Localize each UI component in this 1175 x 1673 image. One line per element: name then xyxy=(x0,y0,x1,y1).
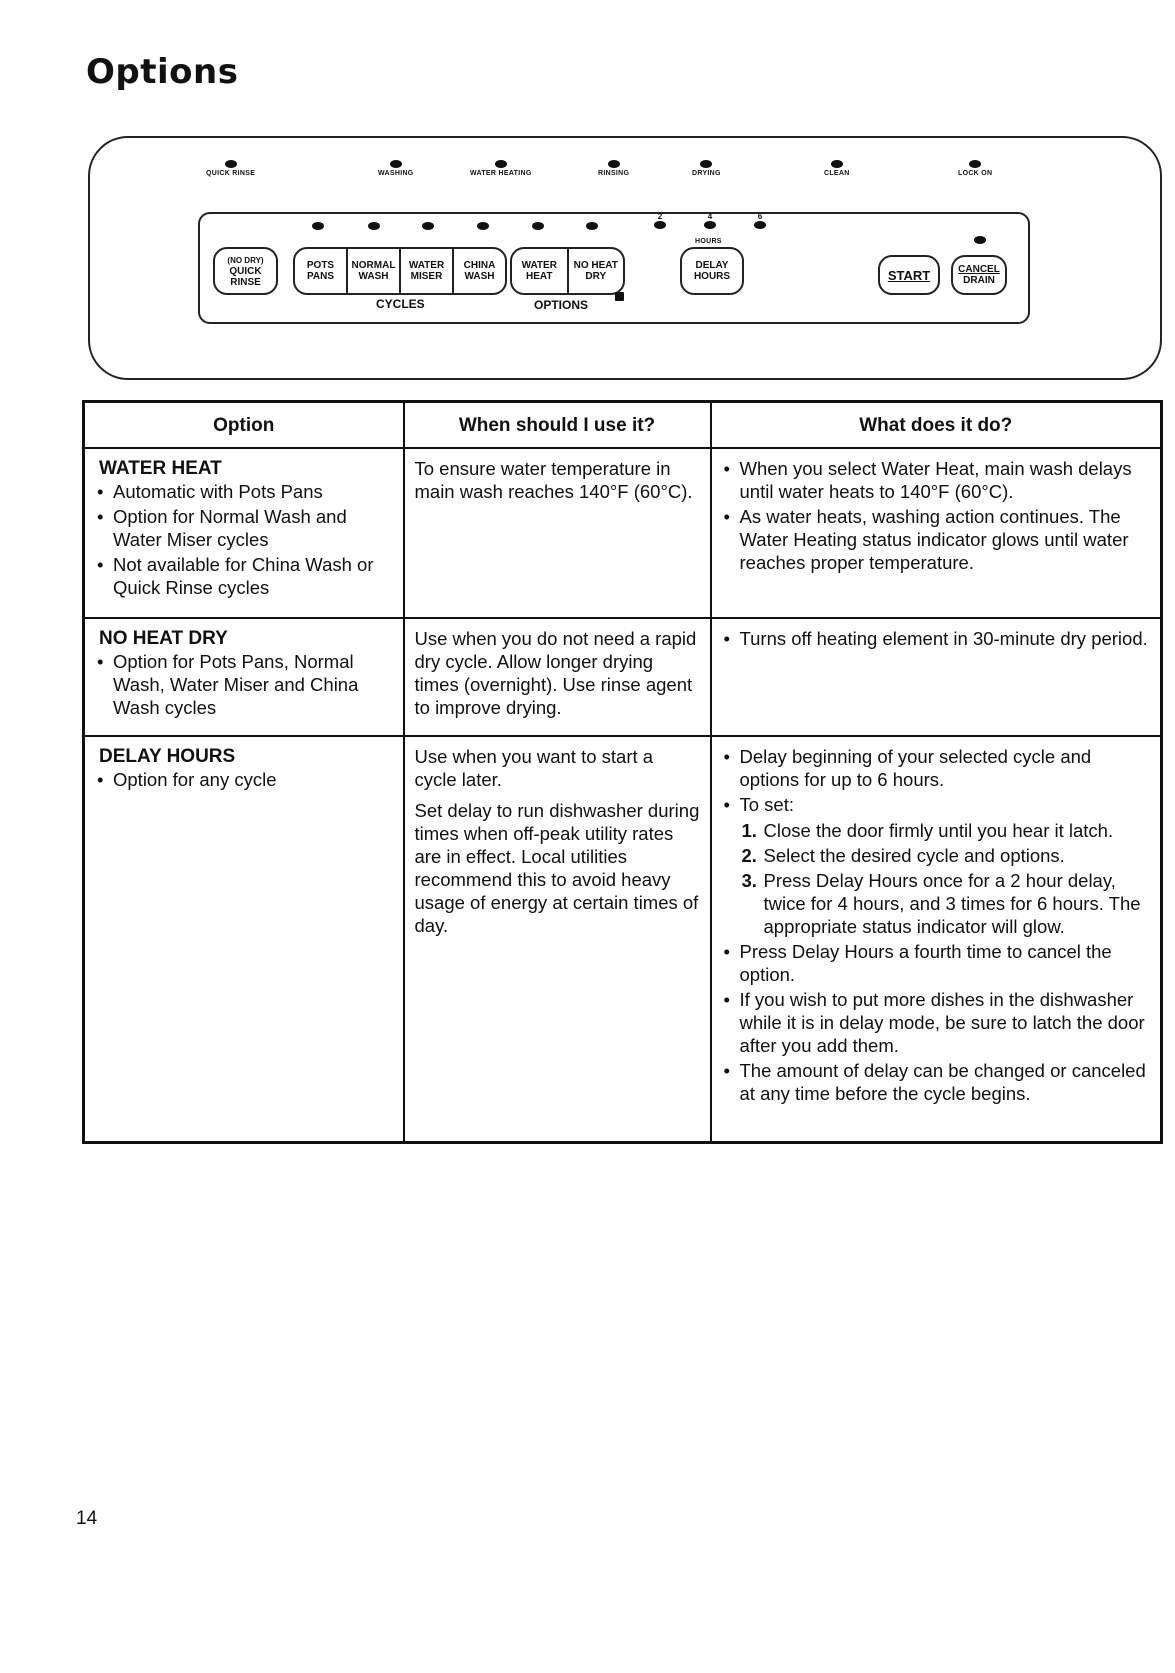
hour-indicator-4: 4 xyxy=(702,212,718,229)
option-name: NO HEAT DRY xyxy=(99,628,228,649)
status-light-washing: WASHING xyxy=(378,160,414,177)
when-cell xyxy=(404,618,711,736)
table-row-delay-hours xyxy=(84,736,1162,1143)
list-item: • Option for Normal Wash and Water Miser cycles xyxy=(95,505,393,551)
step-item: 3. Press Delay Hours once for a 2 hour delay, twice for 4 hours, and 3 times for 6 hours. The appropriate status indicator will glow. xyxy=(741,870,1141,937)
cycle-indicator-dot xyxy=(422,222,434,230)
option-cell xyxy=(84,448,404,618)
options-label: OPTIONS xyxy=(534,298,589,312)
when-cell xyxy=(404,736,711,1143)
option-cell xyxy=(84,618,404,736)
lock-indicator-dot xyxy=(974,236,986,244)
list-item: • Not available for China Wash or Quick Rinse cycles xyxy=(95,553,393,599)
page-number: 14 xyxy=(76,1508,98,1529)
list-item: • Delay beginning of your selected cycle and options for up to 6 hours. xyxy=(722,745,1151,791)
column-header-when: When should I use it? xyxy=(404,402,711,449)
list-item: • Option for Pots Pans, Normal Wash, Water Miser and China Wash cycles xyxy=(95,650,393,719)
status-light-drying: DRYING xyxy=(692,160,721,177)
table-row-no-heat-dry xyxy=(84,618,1162,736)
list-item: • Automatic with Pots Pans xyxy=(95,480,393,503)
when-text: To ensure water temperature in main wash reaches 140°F (60°C). xyxy=(414,458,693,502)
when-text: Use when you want to start a cycle later. xyxy=(414,746,654,790)
cancel-drain-button[interactable]: CANCEL DRAIN xyxy=(951,255,1007,295)
list-item: • When you select Water Heat, main wash delays until water heats to 140°F (60°C). xyxy=(722,457,1151,503)
quick-rinse-button[interactable]: (NO DRY) QUICK RINSE xyxy=(213,247,278,295)
lock-icon xyxy=(615,292,624,301)
when-text: Set delay to run dishwasher during times when off-peak utility rates are in effect. Local utilities recommend this to avoid heavy usage of energy at certain times of day. xyxy=(414,800,700,936)
delay-hours-button[interactable]: DELAY HOURS xyxy=(680,247,744,295)
to-set-label: To set: xyxy=(739,794,794,815)
status-light-lock-on: LOCK ON xyxy=(958,160,992,177)
cycle-indicator-dot xyxy=(368,222,380,230)
option-name: DELAY HOURS xyxy=(99,746,236,767)
cycle-indicator-dot xyxy=(586,222,598,230)
list-item: • Option for any cycle xyxy=(95,768,393,791)
list-item: • As water heats, washing action continues. The Water Heating status indicator glows until water reaches proper temperature. xyxy=(722,505,1151,574)
normal-wash-button[interactable]: NORMAL WASH xyxy=(346,249,399,293)
list-item: • The amount of delay can be changed or canceled at any time before the cycle begins. xyxy=(722,1059,1151,1105)
option-name: WATER HEAT xyxy=(99,458,222,479)
when-cell xyxy=(404,448,711,618)
china-wash-button[interactable]: CHINA WASH xyxy=(452,249,505,293)
no-heat-dry-button[interactable]: NO HEAT DRY xyxy=(567,249,624,293)
pots-pans-button[interactable]: POTS PANS xyxy=(306,260,335,282)
cycle-indicator-dot xyxy=(477,222,489,230)
list-item: • Turns off heating element in 30-minute dry period. xyxy=(722,627,1151,650)
what-cell xyxy=(711,448,1162,618)
hour-indicator-6: 6 xyxy=(752,212,768,229)
hour-indicator-2: 2 xyxy=(652,212,668,229)
list-item: • If you wish to put more dishes in the dishwasher while it is in delay mode, be sure to latch the door after you add them. xyxy=(722,988,1151,1057)
when-text: Use when you do not need a rapid dry cycle. Allow longer drying times (overnight). Use rinse agent to improve drying. xyxy=(414,628,697,718)
option-cell xyxy=(84,736,404,1143)
step-item: 1. Close the door firmly until you hear it latch. xyxy=(741,820,1114,841)
options-button-group xyxy=(510,247,625,295)
cycle-indicator-dot xyxy=(312,222,324,230)
hours-label: HOURS xyxy=(695,238,722,245)
water-miser-button[interactable]: WATER MISER xyxy=(399,249,452,293)
list-item: • Press Delay Hours a fourth time to cancel the option. xyxy=(722,940,1151,986)
page-title: Options xyxy=(86,52,239,92)
water-heat-button[interactable]: WATER HEAT xyxy=(521,260,557,282)
status-light-rinsing: RINSING xyxy=(598,160,629,177)
what-cell xyxy=(711,736,1162,1143)
cycle-indicator-dot xyxy=(532,222,544,230)
start-button[interactable]: START xyxy=(878,255,940,295)
status-light-water-heating: WATER HEATING xyxy=(470,160,532,177)
cycles-label: CYCLES xyxy=(376,297,425,311)
status-light-clean: CLEAN xyxy=(824,160,850,177)
step-item: 2. Select the desired cycle and options. xyxy=(741,845,1065,866)
column-header-option: Option xyxy=(84,402,404,449)
options-table xyxy=(82,400,1163,1144)
status-light-quick-rinse: QUICK RINSE xyxy=(206,160,255,177)
cycles-button-group xyxy=(293,247,507,295)
list-item xyxy=(722,793,1151,938)
what-cell xyxy=(711,618,1162,736)
column-header-what: What does it do? xyxy=(711,402,1162,449)
table-header-row xyxy=(84,402,1162,449)
table-row-water-heat xyxy=(84,448,1162,618)
